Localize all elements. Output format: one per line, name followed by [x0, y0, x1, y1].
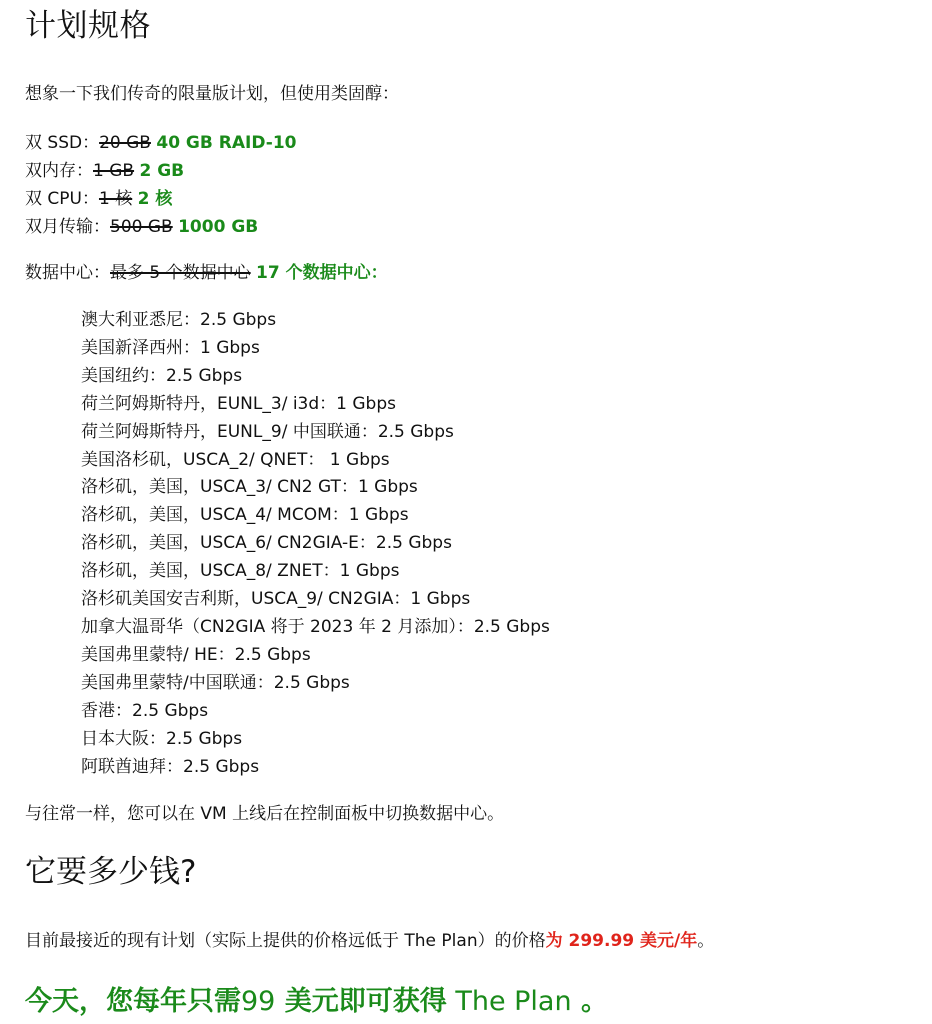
spec-label: 双 SSD：	[25, 133, 100, 153]
datacenter-item: 美国纽约：2.5 Gbps	[81, 365, 243, 386]
datacenter-label: 数据中心：	[25, 263, 110, 283]
datacenter-item: 荷兰阿姆斯特丹，EUNL_9/ 中国联通：2.5 Gbps	[81, 421, 454, 442]
price-comparison	[25, 930, 714, 952]
spec-list	[25, 129, 296, 241]
datacenter-summary	[25, 262, 388, 284]
old-value: 1 GB	[93, 161, 135, 181]
spec-item-transfer	[25, 213, 296, 241]
price-text: 目前最接近的现有计划（实际上提供的价格远低于 The Plan）的价格	[25, 931, 546, 951]
datacenter-item: 澳大利亚悉尼：2.5 Gbps	[81, 310, 277, 330]
switch-datacenter-note: 与往常一样，您可以在 VM 上线后在控制面板中切换数据中心。	[25, 804, 505, 824]
datacenter-item: 洛杉矶，美国，USCA_8/ ZNET：1 Gbps	[81, 561, 400, 582]
final-offer	[25, 984, 608, 1020]
new-value: 40 GB RAID-10	[156, 133, 297, 153]
new-datacenter-count: 17 个数据中心：	[256, 263, 388, 283]
plan-specs-heading: 计划规格	[25, 8, 151, 44]
datacenter-item: 香港：2.5 Gbps	[81, 700, 209, 721]
datacenter-list	[81, 307, 550, 781]
datacenter-item: 日本大阪：2.5 Gbps	[81, 728, 243, 749]
spec-item-cpu	[25, 185, 296, 213]
datacenter-item: 美国新泽西州：1 Gbps	[81, 337, 260, 358]
datacenter-item: 荷兰阿姆斯特丹，EUNL_3/ i3d：1 Gbps	[81, 393, 396, 414]
spec-label: 双内存：	[25, 161, 93, 181]
old-value: 1 核	[98, 189, 133, 209]
datacenter-item: 阿联酋迪拜：2.5 Gbps	[81, 756, 260, 777]
datacenter-item: 洛杉矶，美国，USCA_6/ CN2GIA-E：2.5 Gbps	[81, 533, 452, 554]
final-offer-plan: The Plan	[446, 986, 572, 1017]
pricing-heading: 它要多少钱?	[25, 854, 197, 890]
new-value: 2 GB	[139, 161, 185, 181]
datacenter-item: 洛杉矶，美国，USCA_3/ CN2 GT：1 Gbps	[81, 477, 418, 498]
datacenter-item: 洛杉矶，美国，USCA_4/ MCOM：1 Gbps	[81, 505, 409, 526]
final-offer-price: 99	[241, 986, 276, 1017]
datacenter-item: 美国洛杉矶，USCA_2/ QNET： 1 Gbps	[81, 449, 390, 470]
intro-text: 想象一下我们传奇的限量版计划，但使用类固醇：	[25, 84, 399, 104]
datacenter-item: 加拿大温哥华（CN2GIA 将于 2023 年 2 月添加）：2.5 Gbps	[81, 616, 550, 637]
datacenter-item: 洛杉矶美国安吉利斯，USCA_9/ CN2GIA：1 Gbps	[81, 589, 471, 610]
spec-item-ssd	[25, 129, 296, 157]
spec-label: 双 CPU：	[25, 189, 99, 209]
price-end: 。	[697, 931, 715, 951]
datacenter-item: 美国弗里蒙特/中国联通：2.5 Gbps	[81, 672, 350, 693]
old-datacenter-count: 最多 5 个数据中心	[110, 263, 251, 283]
final-offer-part3: 美元即可获得	[275, 986, 447, 1017]
spec-item-ram	[25, 157, 296, 185]
spec-label: 双月传输：	[25, 217, 110, 237]
datacenter-item: 美国弗里蒙特/ HE：2.5 Gbps	[81, 644, 311, 665]
final-offer-end: 。	[571, 986, 608, 1017]
price-highlight: 为 299.99 美元/年	[545, 931, 698, 951]
final-offer-part1: 今天，您每年只需	[25, 986, 241, 1017]
new-value: 1000 GB	[178, 217, 259, 237]
new-value: 2 核	[137, 189, 173, 209]
old-value: 20 GB	[99, 133, 151, 153]
old-value: 500 GB	[110, 217, 173, 237]
